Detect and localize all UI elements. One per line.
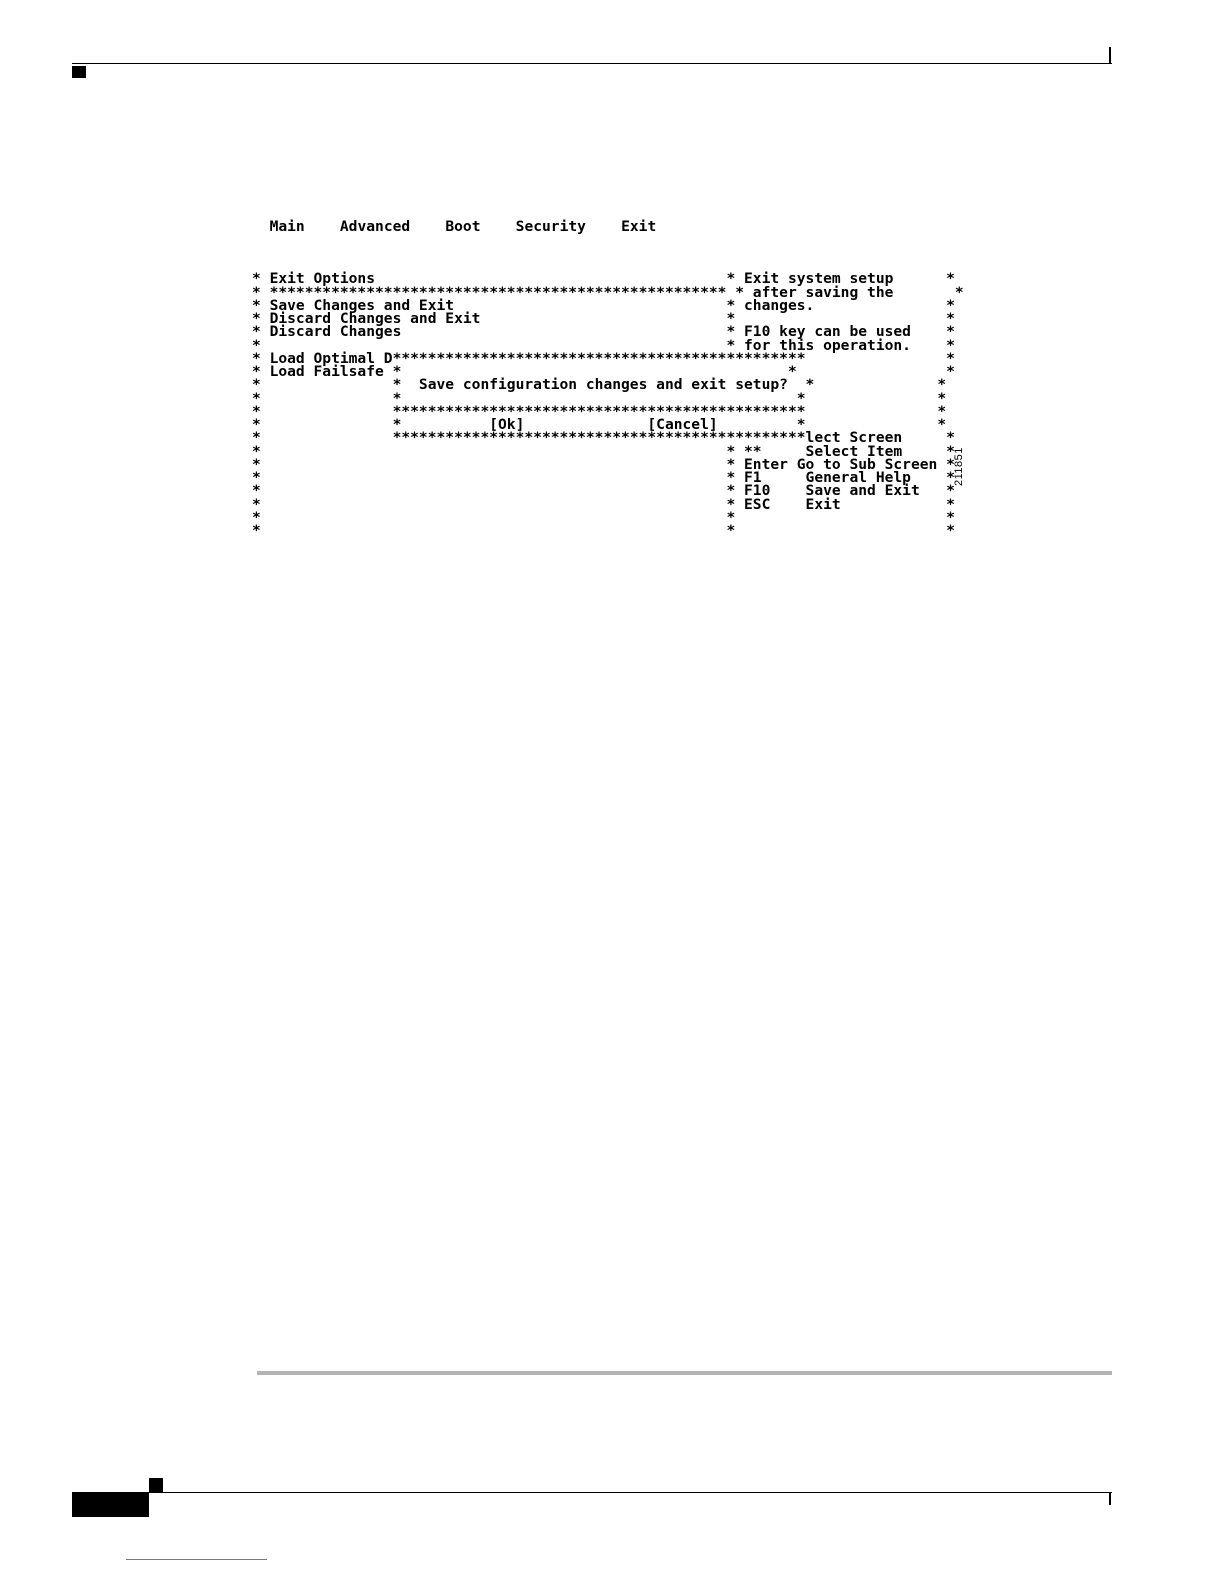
bios-screen-line: * Load Failsafe * * * [252, 363, 955, 380]
menu-main[interactable]: Main [269, 217, 305, 235]
bios-screen-line: * * * [252, 508, 955, 526]
bios-screen-line: * * Save configuration changes and exit setup? * * [252, 376, 947, 394]
menu-security[interactable]: Security [515, 217, 586, 235]
menu-boot[interactable]: Boot [445, 217, 481, 235]
bios-screen-line: * Load Optimal D*********************************************** * [252, 349, 955, 367]
footer-tick-mark [1109, 1493, 1111, 1505]
bios-screen-line: * * F10 Save and Exit * [252, 482, 955, 500]
bios-screen-line: * * ** Select Item * [252, 442, 955, 460]
bios-screen-line: * ***********************************************lect Screen * [252, 429, 955, 447]
header-tick-mark [1109, 47, 1111, 64]
bios-screen-line: * * * [252, 522, 955, 539]
bios-screen-line: * Discard Changes and Exit * * [252, 310, 955, 327]
figure-id: 211851 [953, 447, 965, 486]
menu-exit[interactable]: Exit [621, 217, 657, 235]
header-marker-square [72, 66, 86, 78]
bios-screen-line: * *********************************************** * [252, 402, 947, 420]
bios-screen-line: * * ESC Exit * [252, 495, 955, 513]
bios-screen-line: * * [Ok] [Cancel] * * [252, 416, 947, 433]
menu-advanced[interactable]: Advanced [339, 217, 411, 235]
footer-link-underline[interactable] [126, 1559, 267, 1560]
bios-screen-line: * Discard Changes * F10 key can be used * [252, 323, 955, 341]
bios-setup-screen [252, 193, 964, 551]
bios-screen-body [252, 272, 964, 537]
bios-screen-line: * Exit Options * Exit system setup * [252, 270, 955, 288]
bios-screen-line: * Save Changes and Exit * changes. * [252, 296, 955, 314]
header-rule [72, 63, 1112, 64]
bios-menu-bar [252, 217, 964, 235]
bios-screen-line: * * for this operation. * [252, 336, 955, 354]
section-end-rule [257, 1371, 1112, 1375]
bios-screen-line: * * Enter Go to Sub Screen * [252, 455, 955, 473]
bios-screen-line: * * * * [252, 389, 947, 407]
bios-screen-line: * **************************************************** * after saving the * [252, 283, 964, 301]
bios-screen-line: * * F1 General Help * [252, 469, 955, 486]
footer-marker-square [149, 1478, 163, 1492]
footer-rule [72, 1492, 1112, 1493]
footer-page-block [72, 1493, 149, 1517]
